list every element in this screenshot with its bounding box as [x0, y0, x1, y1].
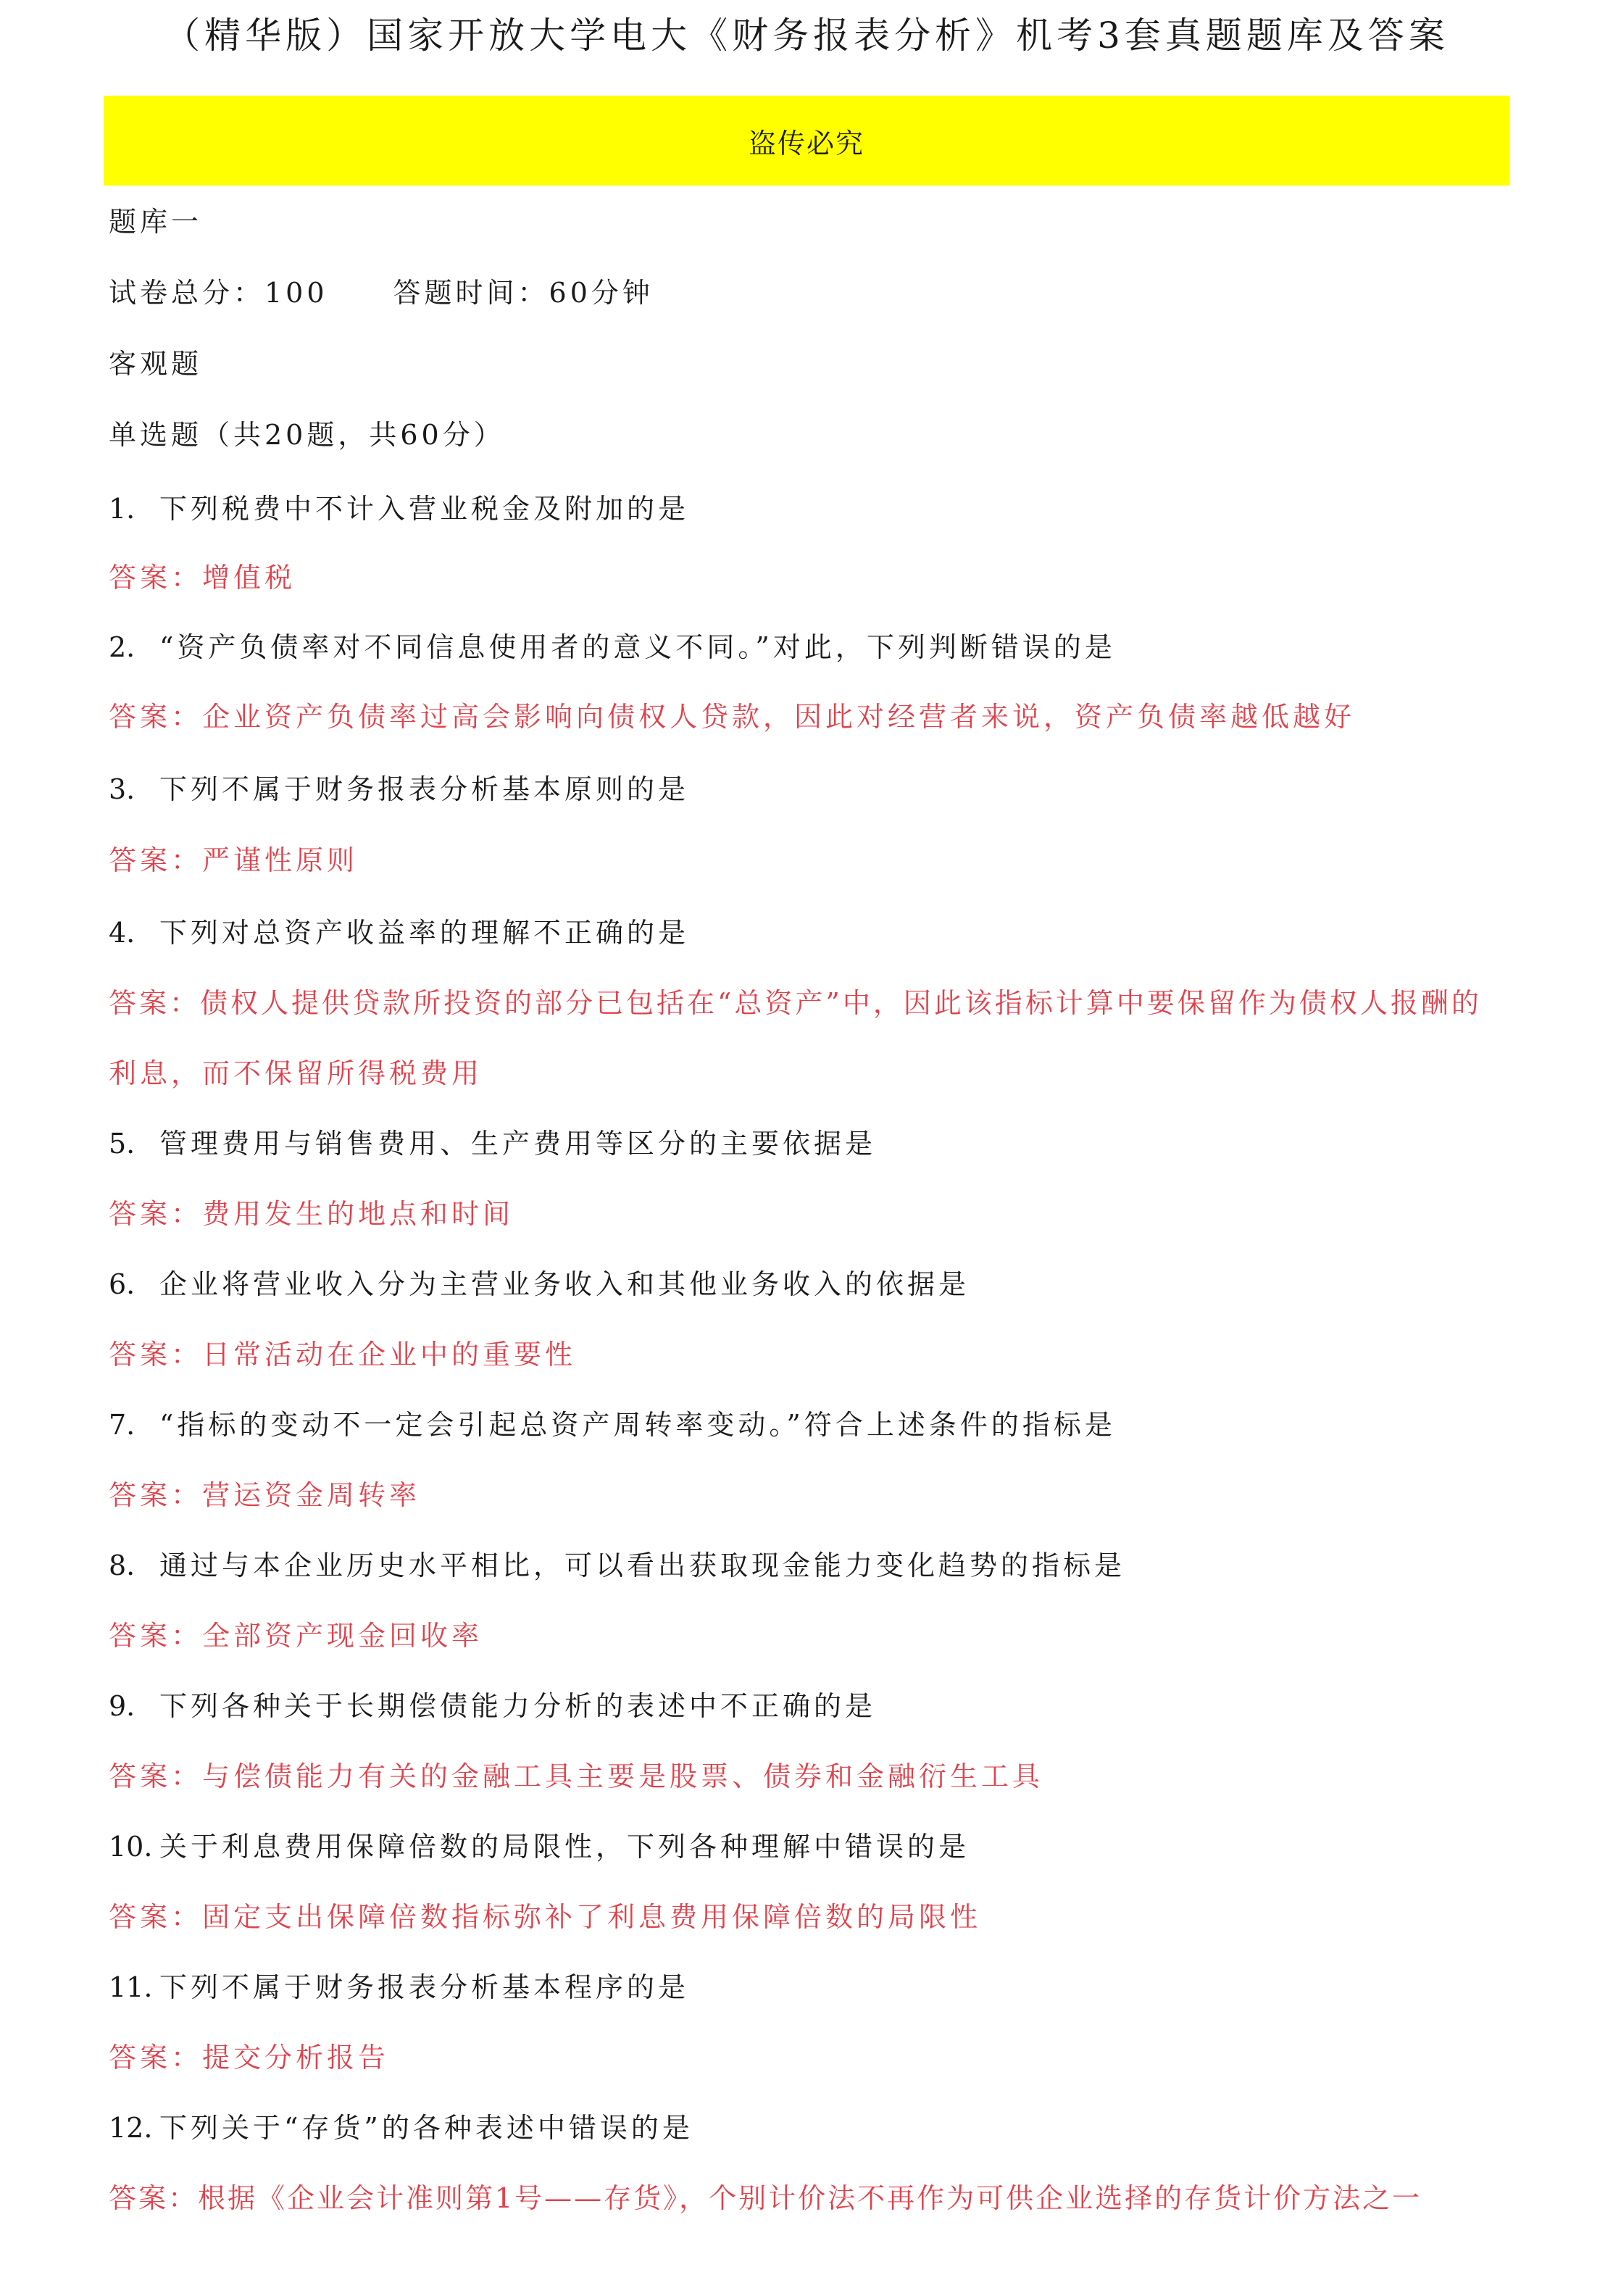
question-number: 1. — [109, 493, 136, 525]
question-item — [109, 1688, 876, 1724]
question-item — [109, 1266, 970, 1302]
question-text: 管理费用与销售费用、生产费用等区分的主要依据是 — [159, 1128, 877, 1160]
question-number: 10. — [109, 1831, 153, 1863]
copyright-banner — [104, 96, 1509, 186]
question-text: 通过与本企业历史水平相比，可以看出获取现金能力变化趋势的指标是 — [159, 1550, 1126, 1581]
question-number: 12. — [109, 2112, 153, 2144]
document-title: （精华版）国家开放大学电大《财务报表分析》机考3套真题题库及答案 — [164, 14, 1449, 57]
question-item — [109, 1969, 689, 2005]
question-item — [109, 1829, 970, 1865]
question-text: 企业将营业收入分为主营业务收入和其他业务收入的依据是 — [159, 1268, 970, 1300]
question-number: 5. — [109, 1128, 136, 1160]
total-score: 试卷总分：100 — [109, 277, 328, 309]
answer-text: 答案：与偿债能力有关的金融工具主要是股票、债券和金融衍生工具 — [109, 1760, 1044, 1792]
section-heading: 客观题 — [109, 348, 203, 380]
question-item — [109, 771, 689, 807]
answer-text: 答案：固定支出保障倍数指标弥补了利息费用保障倍数的局限性 — [109, 1901, 982, 1933]
question-item — [109, 2110, 693, 2146]
question-number: 2. — [109, 631, 136, 663]
subsection-heading: 单选题（共20题，共60分） — [109, 419, 505, 451]
question-text: 下列税费中不计入营业税金及附加的是 — [159, 493, 690, 525]
answer-text: 答案：债权人提供贷款所投资的部分已包括在“总资产”中，因此该指标计算中要保留作为债权人报酬的 — [109, 987, 1482, 1019]
bank-label: 题库一 — [109, 206, 203, 238]
answer-text: 答案：企业资产负债率过高会影响向债权人贷款，因此对经营者来说，资产负债率越低越好 — [109, 701, 1356, 733]
question-item — [109, 1126, 876, 1162]
question-item — [109, 491, 689, 527]
question-text: “资产负债率对不同信息使用者的意义不同。”对此，下列判断错误的是 — [159, 631, 1116, 663]
answer-text: 答案：营运资金周转率 — [109, 1479, 421, 1511]
question-text: “指标的变动不一定会引起总资产周转率变动。”符合上述条件的指标是 — [159, 1409, 1116, 1441]
question-text: 关于利息费用保障倍数的局限性，下列各种理解中错误的是 — [159, 1831, 970, 1863]
question-text: 下列不属于财务报表分析基本程序的是 — [159, 1971, 690, 2003]
question-item — [109, 1547, 1125, 1584]
question-text: 下列各种关于长期偿债能力分析的表述中不正确的是 — [159, 1690, 877, 1722]
time-limit: 答题时间：60分钟 — [393, 277, 654, 309]
banner-text: 盗传必究 — [748, 127, 864, 159]
question-number: 7. — [109, 1409, 136, 1441]
answer-text: 答案：费用发生的地点和时间 — [109, 1198, 514, 1230]
question-item — [109, 1407, 1116, 1443]
answer-text-continued: 利息，而不保留所得税费用 — [109, 1057, 483, 1089]
question-item — [109, 915, 689, 951]
question-number: 3. — [109, 773, 136, 805]
answer-text: 答案：日常活动在企业中的重要性 — [109, 1339, 577, 1370]
question-number: 6. — [109, 1268, 136, 1300]
question-text: 下列不属于财务报表分析基本原则的是 — [159, 773, 690, 805]
question-number: 9. — [109, 1690, 136, 1722]
answer-text: 答案：根据《企业会计准则第1号——存货》，个别计价法不再作为可供企业选择的存货计价方法之一 — [109, 2182, 1422, 2214]
question-number: 4. — [109, 917, 136, 949]
answer-text: 答案：全部资产现金回收率 — [109, 1620, 483, 1652]
question-number: 11. — [109, 1971, 153, 2003]
question-number: 8. — [109, 1550, 136, 1581]
answer-text: 答案：严谨性原则 — [109, 844, 359, 876]
answer-text: 答案：增值税 — [109, 562, 296, 594]
answer-text: 答案：提交分析报告 — [109, 2042, 390, 2074]
question-text: 下列对总资产收益率的理解不正确的是 — [159, 917, 690, 949]
question-item — [109, 629, 1116, 665]
question-text: 下列关于“存货”的各种表述中错误的是 — [159, 2112, 693, 2144]
exam-info — [109, 275, 654, 311]
